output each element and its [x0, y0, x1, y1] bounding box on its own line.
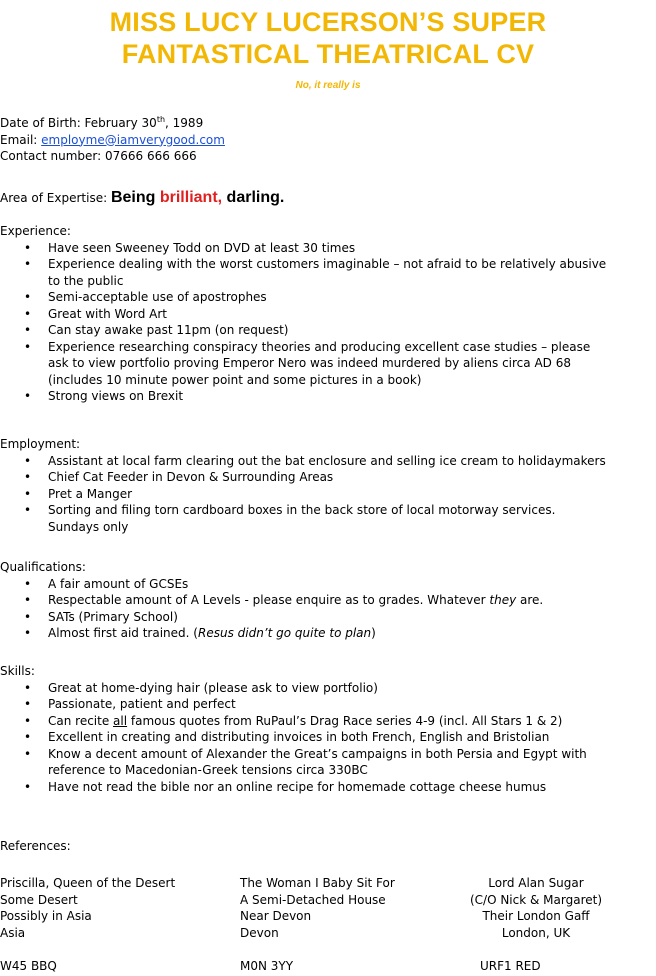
list-item: • Semi-acceptable use of apostrophes [0, 289, 608, 306]
experience-section [0, 223, 656, 405]
qualifications-section [0, 559, 656, 642]
qual-emphasis: they [489, 593, 517, 607]
references-heading: References: [0, 839, 71, 853]
reference-1-postcode: W45 BBQ [0, 959, 57, 973]
ref-line: London, UK [501, 925, 571, 940]
qual-text: Almost first aid trained. ( [48, 626, 198, 640]
skill-underlined: all [113, 713, 128, 728]
reference-2-postcode: M0N 3YY [240, 959, 294, 973]
list-item: • Have seen Sweeney Todd on DVD at least 30 times [0, 240, 608, 257]
ref-line: Asia [0, 925, 26, 940]
area-of-expertise [0, 188, 656, 208]
skills-heading: Skills: [0, 664, 35, 678]
list-item: • Can stay awake past 11pm (on request) [0, 322, 608, 339]
experience-heading: Experience: [0, 224, 71, 238]
skills-section [0, 663, 656, 795]
ref-line: (C/O Nick & Margaret) [469, 892, 603, 907]
employment-heading: Employment: [0, 437, 81, 451]
reference-2 [240, 875, 395, 941]
list-item: • Pret a Manger [0, 486, 608, 503]
dob-text: Date of Birth: February 30 [0, 116, 157, 130]
ref-line: The Woman I Baby Sit For [240, 876, 395, 890]
list-item: • Experience dealing with the worst customers imaginable – not afraid to be relatively abusive to the public [0, 256, 608, 289]
list-item: • A fair amount of GCSEs [0, 576, 608, 593]
expertise-word-2: brilliant, [159, 189, 223, 206]
reference-3-postcode: URF1 RED [480, 959, 541, 973]
list-item: • Sorting and filing torn cardboard boxes in the back store of local motorway services. Sundays only [0, 502, 608, 535]
list-item: • SATs (Primary School) [0, 609, 608, 626]
list-item: • Great with Word Art [0, 306, 608, 323]
date-of-birth [0, 115, 656, 132]
contact-number: Contact number: 07666 666 666 [0, 149, 197, 163]
skill-text: Can recite [48, 713, 114, 728]
ref-line: A Semi-Detached House [240, 892, 386, 907]
list-item: • Excellent in creating and distributing invoices in both French, English and Bristolian [0, 729, 608, 746]
list-item: • Great at home-dying hair (please ask to view portfolio) [0, 680, 608, 697]
email-label: Email: [0, 132, 42, 147]
email-link[interactable]: employme@iamverygood.com [41, 132, 225, 147]
ref-line: Their London Gaff [482, 909, 590, 923]
list-item: • Passionate, patient and perfect [0, 696, 608, 713]
expertise-word-3: darling. [222, 189, 285, 206]
ref-line: Some Desert [0, 892, 78, 907]
dob-ordinal: th [156, 115, 166, 124]
list-item: • Chief Cat Feeder in Devon & Surrounding Areas [0, 469, 608, 486]
employment-list [0, 453, 656, 536]
list-item: • Strong views on Brexit [0, 388, 608, 405]
qual-text-end: are. [516, 593, 544, 607]
list-item: • Assistant at local farm clearing out the bat enclosure and selling ice cream to holidaymakers [0, 453, 608, 470]
title-line-1: MISS LUCY LUCERSON’S SUPER [109, 7, 547, 37]
list-item: • Experience researching conspiracy theories and producing excellent case studies – please ask to view portfolio proving Emperor Nero was indeed murdered by aliens circa AD 68 (includes 10 minute power point and some pictures in a book) [0, 339, 608, 389]
skill-text-end: famous quotes from RuPaul’s Drag Race series 4-9 (incl. All Stars 1 & 2) [127, 713, 563, 728]
dob-year: , 1989 [165, 116, 204, 130]
cv-title [0, 6, 656, 70]
title-line-2: FANTASTICAL THEATRICAL CV [121, 39, 535, 69]
ref-line: Devon [240, 925, 279, 940]
ref-line: Lord Alan Sugar [488, 876, 584, 890]
list-item: • Know a decent amount of Alexander the Great’s campaigns in both Persia and Egypt with reference to Macedonian-Greek tensions circa 330BC [0, 746, 608, 779]
list-item [0, 625, 608, 642]
expertise-word-1: Being [110, 189, 160, 206]
ref-line: Priscilla, Queen of the Desert [0, 876, 176, 890]
qual-text: Respectable amount of A Levels - please enquire as to grades. Whatever [48, 593, 490, 607]
qualifications-heading: Qualifications: [0, 560, 86, 574]
list-item: • Have not read the bible nor an online recipe for homemade cottage cheese humus [0, 779, 608, 796]
employment-section [0, 436, 656, 535]
skills-list [0, 680, 656, 796]
list-item [0, 713, 608, 730]
ref-line: Possibly in Asia [0, 909, 92, 923]
cv-subtitle: No, it really is [295, 80, 361, 91]
ref-line: Near Devon [240, 909, 312, 923]
personal-details [0, 115, 656, 165]
reference-1 [0, 875, 175, 941]
qual-emphasis: Resus didn’t go quite to plan [197, 626, 372, 640]
experience-list [0, 240, 656, 405]
reference-3 [448, 875, 624, 941]
qual-text-end: ) [371, 626, 376, 640]
email-line [0, 132, 656, 149]
expertise-label: Area of Expertise: [0, 191, 111, 205]
qualifications-list [0, 576, 656, 642]
list-item [0, 592, 608, 609]
